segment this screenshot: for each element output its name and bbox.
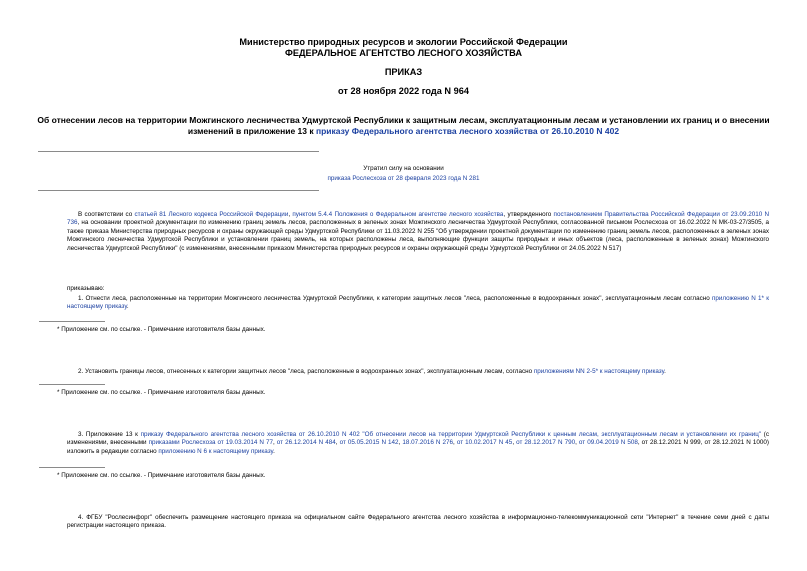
footnote-2: * Приложение см. по ссылке. - Примечание изготовителя базы данных. xyxy=(57,389,266,396)
item-3-text: , xyxy=(453,439,457,447)
order-word: приказываю: xyxy=(67,285,105,292)
link-agency-regulation[interactable]: пунктом 5.4.4 Положения о Федеральном агентстве лесного хозяйства xyxy=(292,211,504,218)
item-3-text: , xyxy=(272,439,277,447)
item-1 xyxy=(67,295,769,312)
item-1-end: . xyxy=(126,303,129,311)
title-link[interactable]: приказу Федерального агентства лесного хозяйства от 26.10.2010 N 402 xyxy=(315,126,620,136)
item-2-text: 2. Установить границы лесов, отнесенных к категории защитных лесов "леса, расположенные в водоохранных зонах", эксплуатационным лесам, согласно xyxy=(78,368,534,375)
item-2 xyxy=(67,368,769,376)
link-order-484[interactable]: от 26.12.2014 N 484 xyxy=(276,439,336,447)
link-order-45[interactable]: от 10.02.2017 N 45 xyxy=(456,439,513,447)
status-line: Утратил силу на основании xyxy=(363,165,444,172)
link-order-790[interactable]: от 28.12.2017 N 790 xyxy=(516,439,576,447)
item-3-text: , xyxy=(398,439,403,447)
link-order-508[interactable]: от 09.04.2019 N 508 xyxy=(578,439,638,447)
preamble-text: , xyxy=(288,211,293,218)
status-note xyxy=(0,165,807,183)
divider-status xyxy=(38,190,319,191)
item-3-text: , xyxy=(512,439,517,447)
item-2-end: . xyxy=(664,368,666,375)
link-order-402[interactable]: приказу Федерального агентства лесного хозяйства от 26.10.2010 N 402 "Об отнесении лесов на территории Удмуртской Республики к ценным лесам, эксплуатационным лесам и установлении их границ" xyxy=(140,431,762,438)
status-link[interactable]: приказа Рослесхоза от 28 февраля 2023 года N 281 xyxy=(327,175,480,182)
item-3-text: , xyxy=(335,439,340,447)
footnote-rule-1 xyxy=(39,321,105,322)
item-3-text: , от 28.12.2021 N 999, от 28.12.2021 N 1000) изложить в редакции согласно xyxy=(67,439,770,455)
footnote-3: * Приложение см. по ссылке. - Примечание изготовителя базы данных. xyxy=(57,472,266,479)
link-forest-code[interactable]: статьей 81 Лесного кодекса Российской Федерации xyxy=(134,211,289,218)
item-1-text: 1. Отнести леса, расположенные на территории Можгинского лесничества Удмуртской Республики, к категории защитных лесов "леса, расположенные в водоохранных зонах", эксплуатационным лесам согласно xyxy=(78,295,712,302)
item-3 xyxy=(67,431,769,456)
document-type: ПРИКАЗ xyxy=(384,67,423,77)
item-4: 4. ФГБУ "Рослесинфорг" обеспечить размещение настоящего приказа на официальном сайте Федерального агентства лесного хозяйства в информационно-телекоммуникационной сети "Интернет" в течение семи дней с даты регистрации настоящего приказа. xyxy=(67,514,769,530)
preamble-text: В соответствии со xyxy=(78,211,135,218)
footnote-rule-3 xyxy=(39,467,105,468)
item-3-text: (с изменениями, внесенными xyxy=(67,431,770,447)
item-3-text: 3. Приложение 13 к xyxy=(78,431,141,438)
ministry-name: Министерство природных ресурсов и экологии Российской Федерации xyxy=(239,37,568,47)
link-government-decree[interactable]: постановлением Правительства Российской Федерации от 23.09.2010 N 736 xyxy=(67,211,770,227)
preamble-text: , утвержденного xyxy=(503,211,554,218)
footnote-rule-2 xyxy=(39,384,105,385)
link-appendix-1[interactable]: приложению N 1* к настоящему приказу xyxy=(67,295,769,311)
preamble-text: , на основании проектной документации по изменению границ земель лесов, расположенных в зеленых зонах Можгинского лесничества Удмуртской Республики, согласованной письмом Рослесхоза от 16.02.2022 N МК-03-27/3505, а также приказа Министерства природных ресурсов и охраны окружающей среды Удмуртской Республики от 11.03.2022 N 255 "Об утверждении проектной документации по изменению границ земель лесов, расположенных в зеленых зонах Можгинского лесничества Удмуртской Республики и установлении границ земель, на которых расположены леса, выполняющие функции защиты природных и иных объектов (леса, расположенные в зеленых зонах) Можгинского лесничества Удмуртской Республики" (с изменениями, внесенными приказом Министерства природных ресурсов и охраны окружающей среды Удмуртской Республики от 24.05.2022 N 517) xyxy=(67,219,769,252)
item-3-text: , xyxy=(575,439,579,447)
agency-name: ФЕДЕРАЛЬНОЕ АГЕНТСТВО ЛЕСНОГО ХОЗЯЙСТВА xyxy=(285,48,522,58)
document-date: от 28 ноября 2022 года N 964 xyxy=(338,86,469,96)
preamble-paragraph xyxy=(67,211,769,253)
link-order-142[interactable]: от 05.05.2015 N 142 xyxy=(339,439,399,447)
link-appendix-2-5[interactable]: приложениям NN 2-5* к настоящему приказу xyxy=(533,368,665,375)
link-appendix-6[interactable]: приложению N 6 к настоящему приказу xyxy=(158,447,274,455)
document-title xyxy=(35,115,772,137)
divider-top xyxy=(38,151,319,152)
link-order-276[interactable]: 18.07.2016 N 276 xyxy=(402,439,454,447)
title-text: Об отнесении лесов на территории Можгинского лесничества Удмуртской Республики к защитным лесам, эксплуатационным лесам и установлении их границ и о внесении изменений в приложение 13 к xyxy=(37,115,770,136)
footnote-1: * Приложение см. по ссылке. - Примечание изготовителя базы данных. xyxy=(57,326,266,333)
item-3-end: . xyxy=(273,447,275,455)
link-order-77[interactable]: приказами Рослесхоза от 19.03.2014 N 77 xyxy=(148,439,273,447)
